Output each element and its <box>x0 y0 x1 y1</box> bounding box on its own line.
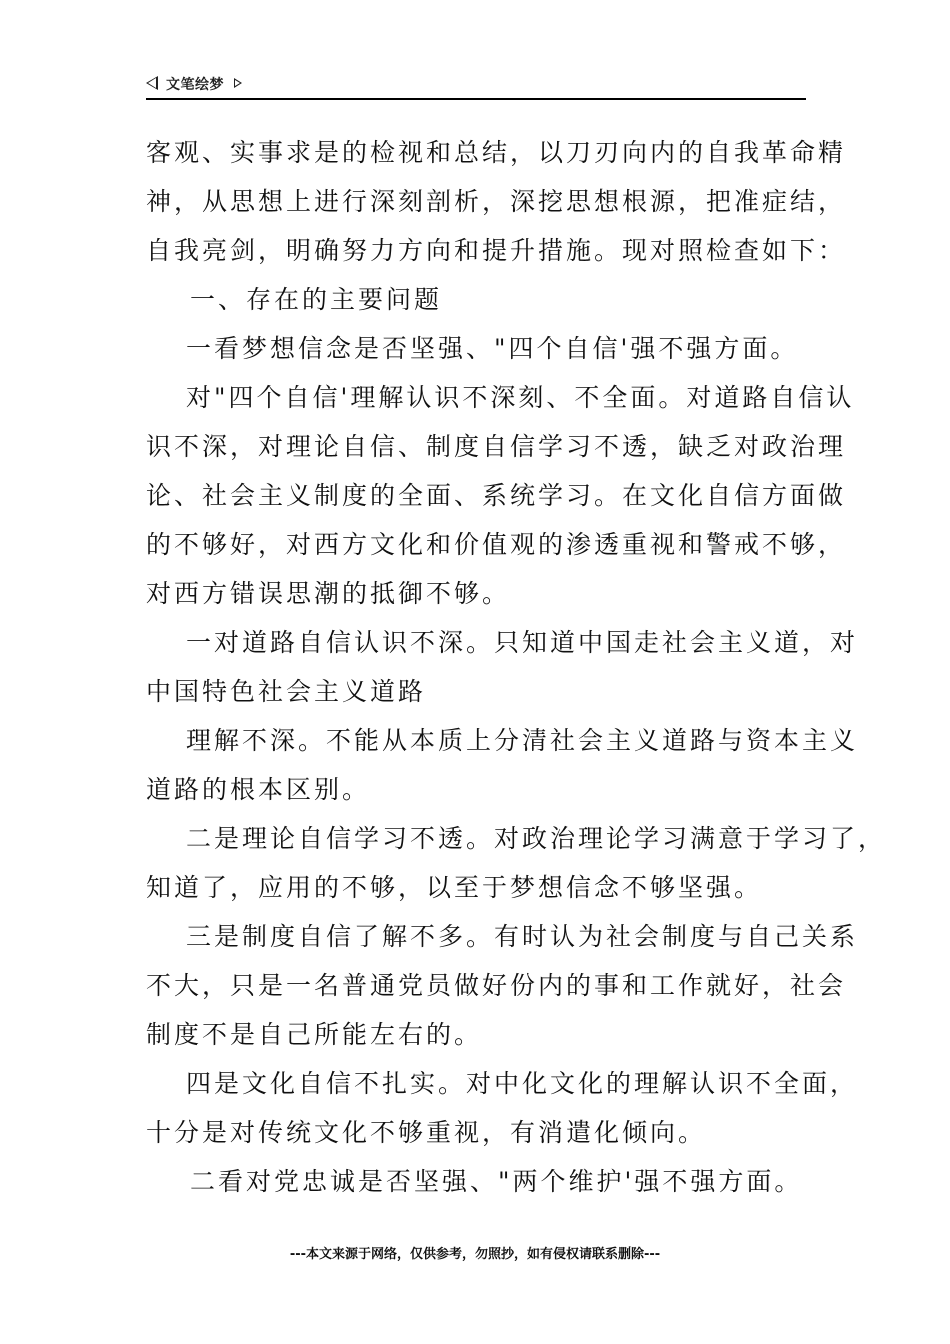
paragraph-line: 理解不深。不能从本质上分清社会主义道路与资本主义 <box>186 726 859 755</box>
subsection-heading: 二看对党忠诚是否坚强、"两个维护'强不强方面。 <box>190 1167 803 1196</box>
paragraph-line: 客观、实事求是的检视和总结，以刀刃向内的自我革命精 <box>146 138 847 167</box>
section-heading: 一、存在的主要问题 <box>190 285 443 314</box>
paragraph-line: 道路的根本区别。 <box>146 775 371 804</box>
paragraph-line: 的不够好，对西方文化和价值观的渗透重视和警戒不够， <box>146 530 847 559</box>
paragraph-line: 知道了，应用的不够，以至于梦想信念不够坚强。 <box>146 873 763 902</box>
paragraph-line: 二是理论自信学习不透。对政治理论学习满意于学习了， <box>186 824 887 853</box>
left-triangle-icon <box>146 76 158 90</box>
paragraph-line: 神，从思想上进行深刻剖析，深挖思想根源，把准症结， <box>146 187 847 216</box>
document-body <box>146 128 887 1206</box>
paragraph-line: 十分是对传统文化不够重视，有消遣化倾向。 <box>146 1118 707 1147</box>
paragraph-line: 一对道路自信认识不深。只知道中国走社会主义道，对 <box>186 628 859 657</box>
page-header <box>146 72 806 100</box>
paragraph-line: 中国特色社会主义道路 <box>146 677 427 706</box>
right-triangle-icon <box>234 78 242 88</box>
paragraph-line: 四是文化自信不扎实。对中化文化的理解认识不全面， <box>186 1069 859 1098</box>
paragraph-line: 识不深，对理论自信、制度自信学习不透，缺乏对政治理 <box>146 432 847 461</box>
paragraph-line: 不大，只是一名普通党员做好份内的事和工作就好，社会 <box>146 971 847 1000</box>
paragraph-line: 制度不是自己所能左右的。 <box>146 1020 483 1049</box>
paragraph-line: 三是制度自信了解不多。有时认为社会制度与自己关系 <box>186 922 859 951</box>
header-title: 文笔绘梦 <box>166 77 224 93</box>
paragraph-line: 论、社会主义制度的全面、系统学习。在文化自信方面做 <box>146 481 847 510</box>
paragraph-line: 对西方错误思潮的抵御不够。 <box>146 579 511 608</box>
footer-notice: ---本文来源于网络，仅供参考，勿照抄，如有侵权请联系删除--- <box>289 1247 661 1262</box>
paragraph-line: 对"四个自信'理解认识不深刻、不全面。对道路自信认 <box>186 383 855 412</box>
paragraph-line: 自我亮剑，明确努力方向和提升措施。现对照检查如下： <box>146 236 847 265</box>
subsection-heading: 一看梦想信念是否坚强、"四个自信'强不强方面。 <box>186 334 799 363</box>
